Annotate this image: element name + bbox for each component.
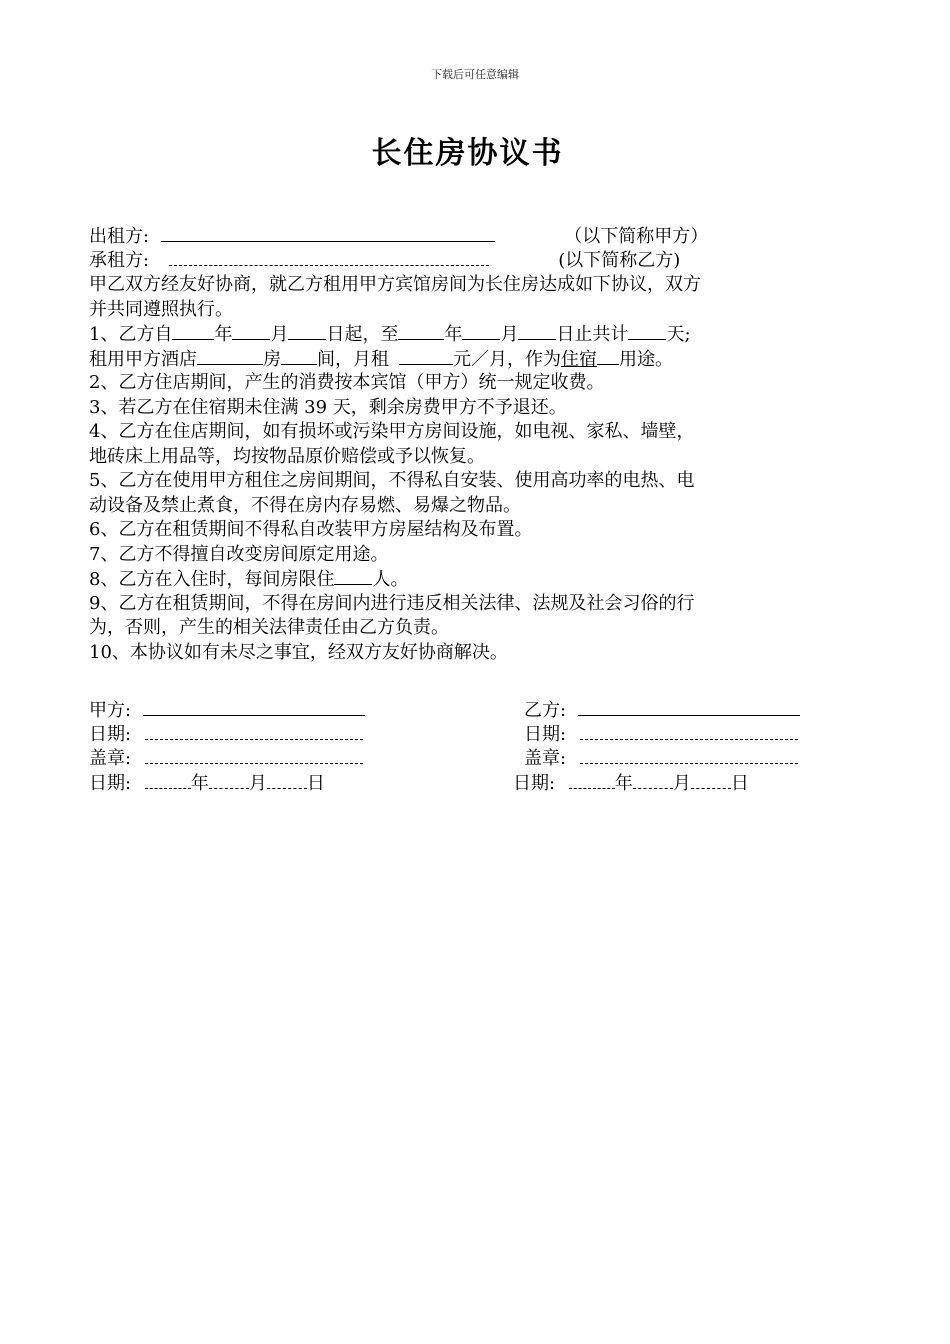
month-label: 月 — [672, 773, 691, 794]
start-year-field[interactable] — [172, 322, 214, 340]
lessor-label: 出租方: — [89, 226, 150, 247]
lessor-name-field[interactable] — [161, 224, 495, 242]
day-label: 日 — [730, 773, 749, 794]
agreement-body — [89, 224, 849, 665]
end-year-field[interactable] — [398, 322, 444, 340]
clause-9-line-1: 9、乙方在租赁期间，不得在房间内进行违反相关法律、法规及社会习俗的行 — [89, 592, 695, 614]
year-label: 年 — [214, 324, 233, 345]
intro-line-2: 并共同遵照执行。 — [89, 298, 233, 320]
party-b-field[interactable] — [578, 698, 800, 716]
end-day-field[interactable] — [518, 322, 556, 340]
clause-1-hotel: 租用甲方酒店 — [89, 348, 197, 370]
document-title: 长住房协议书 — [371, 136, 564, 171]
use-label: 用途。 — [619, 348, 673, 370]
party-a-date-field[interactable] — [145, 725, 363, 740]
room-count-field[interactable] — [281, 347, 317, 365]
party-b-month-field[interactable] — [633, 774, 673, 789]
clause-10: 10、本协议如有未尽之事宜，经双方友好协商解决。 — [89, 641, 508, 663]
rent-label: 元／月，作为 — [453, 348, 561, 370]
party-b-day-field[interactable] — [691, 774, 731, 789]
year-label: 年 — [190, 773, 209, 794]
party-a-date-row — [89, 723, 363, 747]
purpose-field[interactable]: 住宿 — [561, 348, 597, 370]
party-a-field[interactable] — [143, 698, 365, 716]
date-label: 日期: — [89, 773, 132, 794]
clause-8-text: 8、乙方在入住时，每间房限住 — [89, 569, 335, 590]
party-b-year-field[interactable] — [569, 774, 615, 789]
clause-1-line-1 — [89, 322, 849, 347]
clause-3: 3、若乙方在住宿期未住满 39 天，剩余房费甲方不予退还。 — [89, 396, 567, 418]
year-label: 年 — [444, 324, 463, 345]
end-month-field[interactable] — [462, 322, 500, 340]
header-note: 下载后可任意编辑 — [431, 68, 519, 81]
lessee-label: 承租方: — [89, 249, 150, 271]
party-a-seal-row — [89, 747, 363, 771]
occupancy-limit-field[interactable] — [334, 567, 372, 585]
purpose-underline — [597, 347, 619, 365]
clause-4-line-1: 4、乙方在住店期间，如有损坏或污染甲方房间设施，如电视、家私、墙壁， — [89, 421, 695, 442]
party-b-date-row — [524, 723, 798, 747]
party-a-signature — [89, 698, 365, 723]
clause-2: 2、乙方住店期间，产生的消费按本宾馆（甲方）统一规定收费。 — [89, 372, 605, 393]
rooms-label: 间，月租 — [317, 348, 389, 370]
start-day-field[interactable] — [288, 322, 326, 340]
clause-6: 6、乙方在租赁期间不得私自改装甲方房屋结构及布置。 — [89, 519, 533, 540]
total-days-field[interactable] — [628, 322, 666, 340]
persons-label: 人。 — [372, 569, 409, 590]
date-label: 日期: — [89, 724, 132, 745]
day-label: 日 — [306, 773, 325, 794]
date-label: 日期: — [513, 773, 556, 794]
clause-9-line-2: 为，否则，产生的相关法律责任由乙方负责。 — [89, 617, 449, 638]
party-a-full-date-row — [89, 772, 325, 796]
seal-label: 盖章: — [89, 748, 132, 769]
party-a-label: 甲方: — [89, 700, 132, 721]
room-label: 房 — [263, 348, 281, 370]
party-b-seal-row — [524, 747, 798, 771]
clause-8 — [89, 567, 849, 592]
party-b-seal-field[interactable] — [580, 749, 798, 764]
rent-field[interactable] — [399, 347, 453, 365]
start-month-field[interactable] — [232, 322, 270, 340]
party-b-date-field[interactable] — [580, 725, 798, 740]
month-label: 月 — [248, 773, 267, 794]
clause-5-line-2: 动设备及禁止煮食，不得在房内存易燃、易爆之物品。 — [89, 494, 521, 516]
days-label: 天; — [666, 324, 691, 345]
clause-5-line-1: 5、乙方在使用甲方租住之房间期间，不得私自安装、使用高功率的电热、电 — [89, 470, 695, 491]
intro-line-1: 甲乙双方经友好协商，就乙方租用甲方宾馆房间为长住房达成如下协议，双方 — [89, 274, 701, 295]
room-type-field[interactable] — [197, 347, 263, 365]
clause-1-line-2 — [89, 347, 849, 372]
lessor-abbr: （以下简称甲方） — [564, 226, 709, 247]
party-a-month-field[interactable] — [209, 774, 249, 789]
lessee-line — [89, 249, 849, 274]
party-b-label: 乙方: — [524, 700, 567, 721]
lessee-name-field[interactable] — [169, 251, 489, 266]
date-label: 日期: — [524, 724, 567, 745]
clause-7: 7、乙方不得擅自改变房间原定用途。 — [89, 543, 389, 565]
party-b-full-date-row — [513, 772, 749, 796]
lessee-abbr: (以下简称乙方) — [558, 249, 681, 271]
party-a-day-field[interactable] — [267, 774, 307, 789]
party-a-seal-field[interactable] — [145, 749, 363, 764]
party-a-year-field[interactable] — [145, 774, 191, 789]
month-label: 月 — [500, 324, 519, 345]
year-label: 年 — [614, 773, 633, 794]
day-from-label: 日起，至 — [326, 324, 399, 345]
month-label: 月 — [270, 324, 289, 345]
lessor-line — [89, 224, 849, 249]
clause-4-line-2: 地砖床上用品等，均按物品原价赔偿或予以恢复。 — [89, 445, 485, 467]
day-to-label: 日止共计 — [556, 324, 629, 345]
seal-label: 盖章: — [524, 748, 567, 769]
clause-1-start: 1、乙方自 — [89, 324, 173, 345]
party-b-signature — [524, 698, 800, 723]
